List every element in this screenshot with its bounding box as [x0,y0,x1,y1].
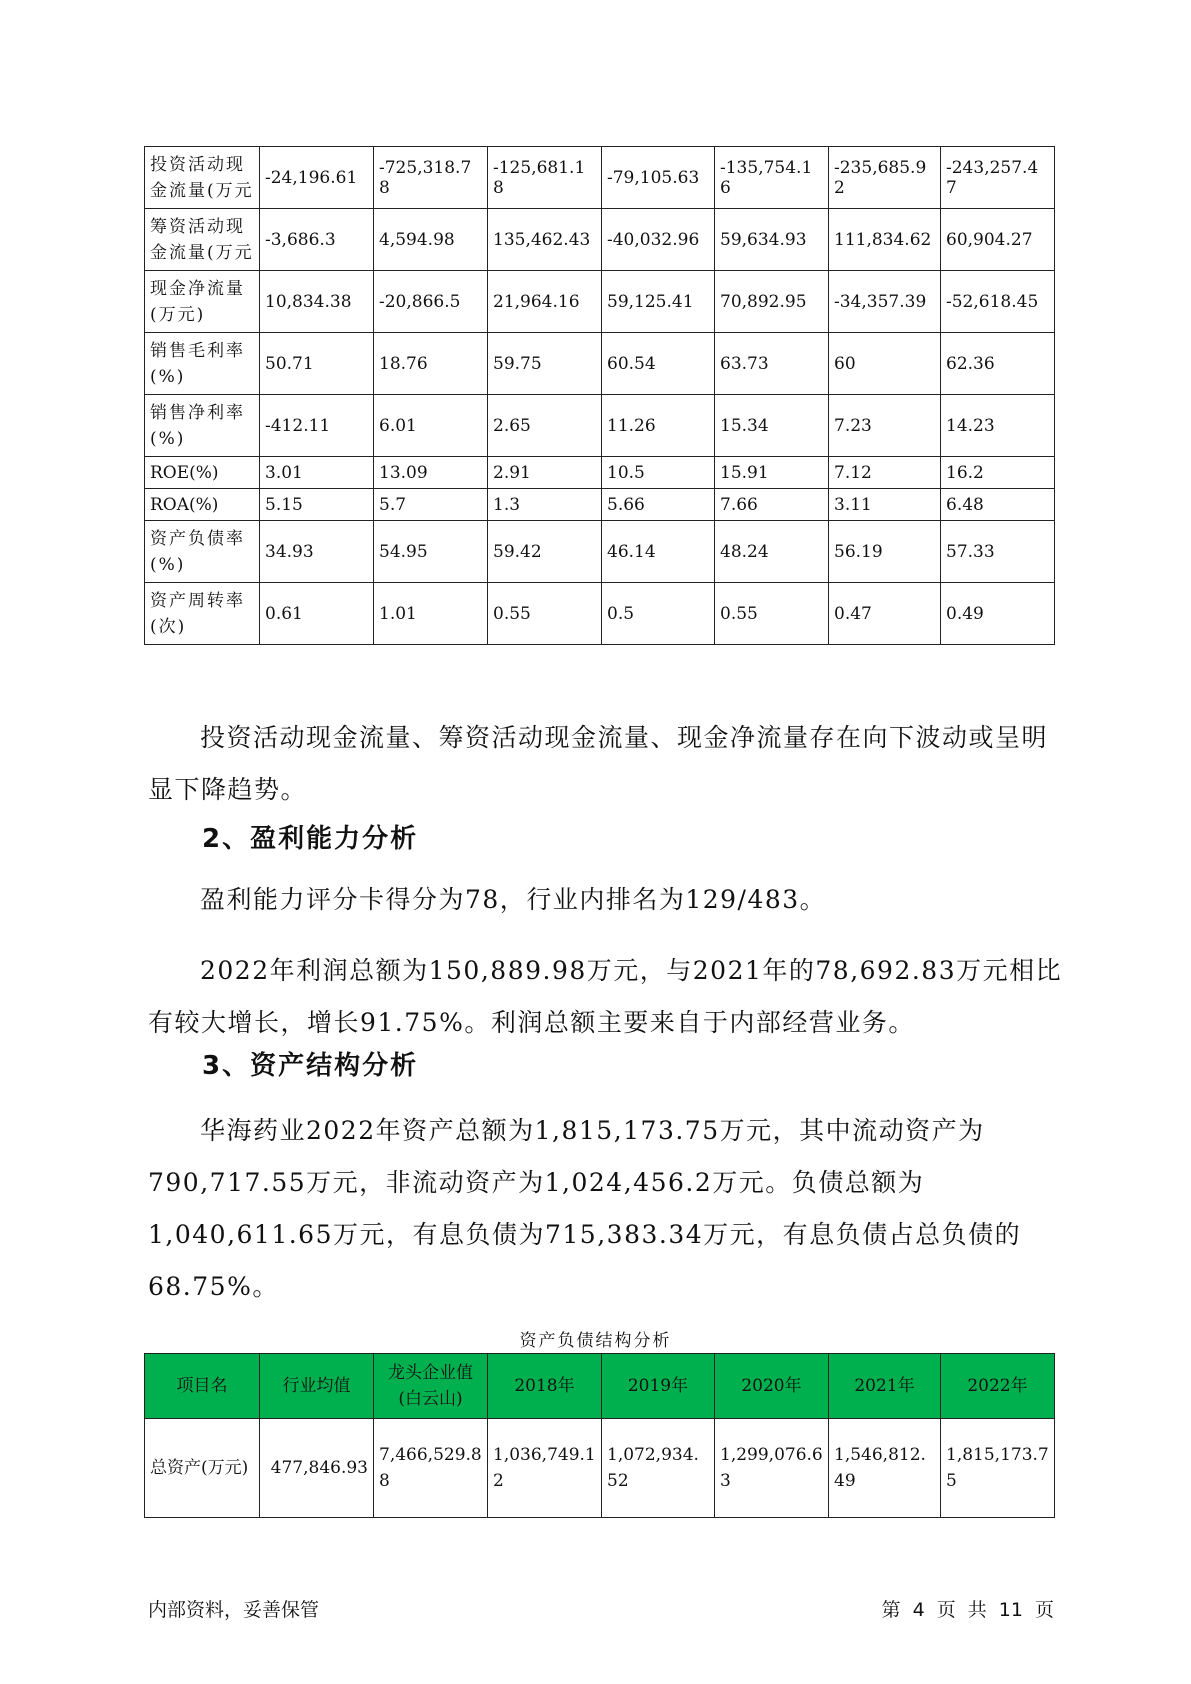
table-cell: 7.12 [829,457,941,489]
table-cell: 59,634.93 [715,209,829,271]
financial-indicators-table [144,146,1055,645]
table-cell: 34.93 [260,521,374,583]
table-cell: 21,964.16 [488,271,602,333]
column-header: 项目名 [145,1354,260,1419]
table-row [145,1419,1055,1518]
table-cell: 15.91 [715,457,829,489]
table-cell: 48.24 [715,521,829,583]
table-cell: 1,546,812.49 [829,1419,941,1518]
table-cell: 1.3 [488,489,602,521]
table-row [145,521,1055,583]
row-label: 销售毛利率(%) [145,333,260,395]
table-cell: 1,036,749.12 [488,1419,602,1518]
table-cell: 0.55 [488,583,602,645]
table-cell: 6.48 [941,489,1055,521]
table-cell: 0.47 [829,583,941,645]
table-cell: 70,892.95 [715,271,829,333]
row-label: 资产负债率(%) [145,521,260,583]
row-label: ROA(%) [145,489,260,521]
table-cell: 13.09 [374,457,488,489]
footer-confidential-note: 内部资料，妥善保管 [148,1599,320,1621]
table-cell: 6.01 [374,395,488,457]
row-label: ROE(%) [145,457,260,489]
row-label: 资产周转率(次) [145,583,260,645]
row-label: 投资活动现金流量(万元 [145,147,260,209]
profitability-heading: 2、盈利能力分析 [202,824,419,854]
table-row [145,333,1055,395]
table-cell: -243,257.47 [941,147,1055,209]
table-cell: -3,686.3 [260,209,374,271]
profit-total-paragraph: 2022年利润总额为150,889.98万元，与2021年的78,692.83万元相比有较大增长，增长91.75%。利润总额主要来自于内部经营业务。 [148,956,1063,1037]
table-cell: 50.71 [260,333,374,395]
column-header: 2020年 [715,1354,829,1419]
table-cell: 477,846.93 [260,1419,374,1518]
table-cell: -412.11 [260,395,374,457]
table-cell: 0.49 [941,583,1055,645]
row-label: 总资产(万元) [145,1419,260,1518]
table-cell: -79,105.63 [602,147,715,209]
row-label: 筹资活动现金流量(万元 [145,209,260,271]
table-cell: 0.61 [260,583,374,645]
table-cell: 0.55 [715,583,829,645]
table-row [145,271,1055,333]
table-cell: 10.5 [602,457,715,489]
table-header-row [145,1354,1055,1419]
table-cell: -235,685.92 [829,147,941,209]
table-cell: 2.65 [488,395,602,457]
table-cell: 5.7 [374,489,488,521]
table-cell: 63.73 [715,333,829,395]
column-header: 龙头企业值(白云山) [374,1354,488,1419]
table-cell: 3.11 [829,489,941,521]
column-header: 2018年 [488,1354,602,1419]
table-cell: 62.36 [941,333,1055,395]
table-cell: -40,032.96 [602,209,715,271]
row-label: 现金净流量(万元) [145,271,260,333]
table-cell: 14.23 [941,395,1055,457]
column-header: 行业均值 [260,1354,374,1419]
table-cell: 1,072,934.52 [602,1419,715,1518]
table-cell: 59.42 [488,521,602,583]
table-cell: 18.76 [374,333,488,395]
table-cell: 135,462.43 [488,209,602,271]
footer-page-number: 第 4 页 共 11 页 [881,1599,1054,1621]
table-cell: 0.5 [602,583,715,645]
table-cell: -125,681.18 [488,147,602,209]
table-cell: 60.54 [602,333,715,395]
table-cell: 5.15 [260,489,374,521]
asset-liability-structure-table [144,1353,1055,1518]
column-header: 2022年 [941,1354,1055,1419]
column-header: 2021年 [829,1354,941,1419]
table-row [145,489,1055,521]
table-cell: 5.66 [602,489,715,521]
table-cell: 1,815,173.75 [941,1419,1055,1518]
table-cell: -20,866.5 [374,271,488,333]
table-cell: -52,618.45 [941,271,1055,333]
table-row [145,457,1055,489]
table-cell: 7.66 [715,489,829,521]
table-cell: 60 [829,333,941,395]
table-cell: 4,594.98 [374,209,488,271]
table-cell: 7,466,529.88 [374,1419,488,1518]
cashflow-trend-paragraph: 投资活动现金流量、筹资活动现金流量、现金净流量存在向下波动或呈明显下降趋势。 [148,723,1049,804]
profitability-score-paragraph: 盈利能力评分卡得分为78，行业内排名为129/483。 [200,885,827,914]
table-cell: 11.26 [602,395,715,457]
table-cell: 57.33 [941,521,1055,583]
table-cell: 46.14 [602,521,715,583]
table-cell: 16.2 [941,457,1055,489]
table-cell: -135,754.16 [715,147,829,209]
table-cell: 2.91 [488,457,602,489]
table-cell: 7.23 [829,395,941,457]
table-cell: 56.19 [829,521,941,583]
table-cell: 1.01 [374,583,488,645]
table-cell: -725,318.78 [374,147,488,209]
table-row [145,209,1055,271]
table-cell: 10,834.38 [260,271,374,333]
table-cell: -24,196.61 [260,147,374,209]
table-cell: 60,904.27 [941,209,1055,271]
table-caption: 资产负债结构分析 [519,1331,672,1351]
row-label: 销售净利率(%) [145,395,260,457]
table-cell: 59.75 [488,333,602,395]
table-cell: 111,834.62 [829,209,941,271]
column-header: 2019年 [602,1354,715,1419]
table-cell: -34,357.39 [829,271,941,333]
table-row [145,395,1055,457]
table-cell: 15.34 [715,395,829,457]
table-cell: 3.01 [260,457,374,489]
asset-structure-paragraph: 华海药业2022年资产总额为1,815,173.75万元，其中流动资产为790,717.55万元，非流动资产为1,024,456.2万元。负债总额为1,040,611.65万元，有息负债为715,383.34万元，有息负债占总负债的68.75%。 [148,1116,1022,1301]
table-row [145,583,1055,645]
asset-structure-heading: 3、资产结构分析 [202,1051,419,1081]
table-cell: 59,125.41 [602,271,715,333]
table-cell: 1,299,076.63 [715,1419,829,1518]
table-cell: 54.95 [374,521,488,583]
table-row [145,147,1055,209]
